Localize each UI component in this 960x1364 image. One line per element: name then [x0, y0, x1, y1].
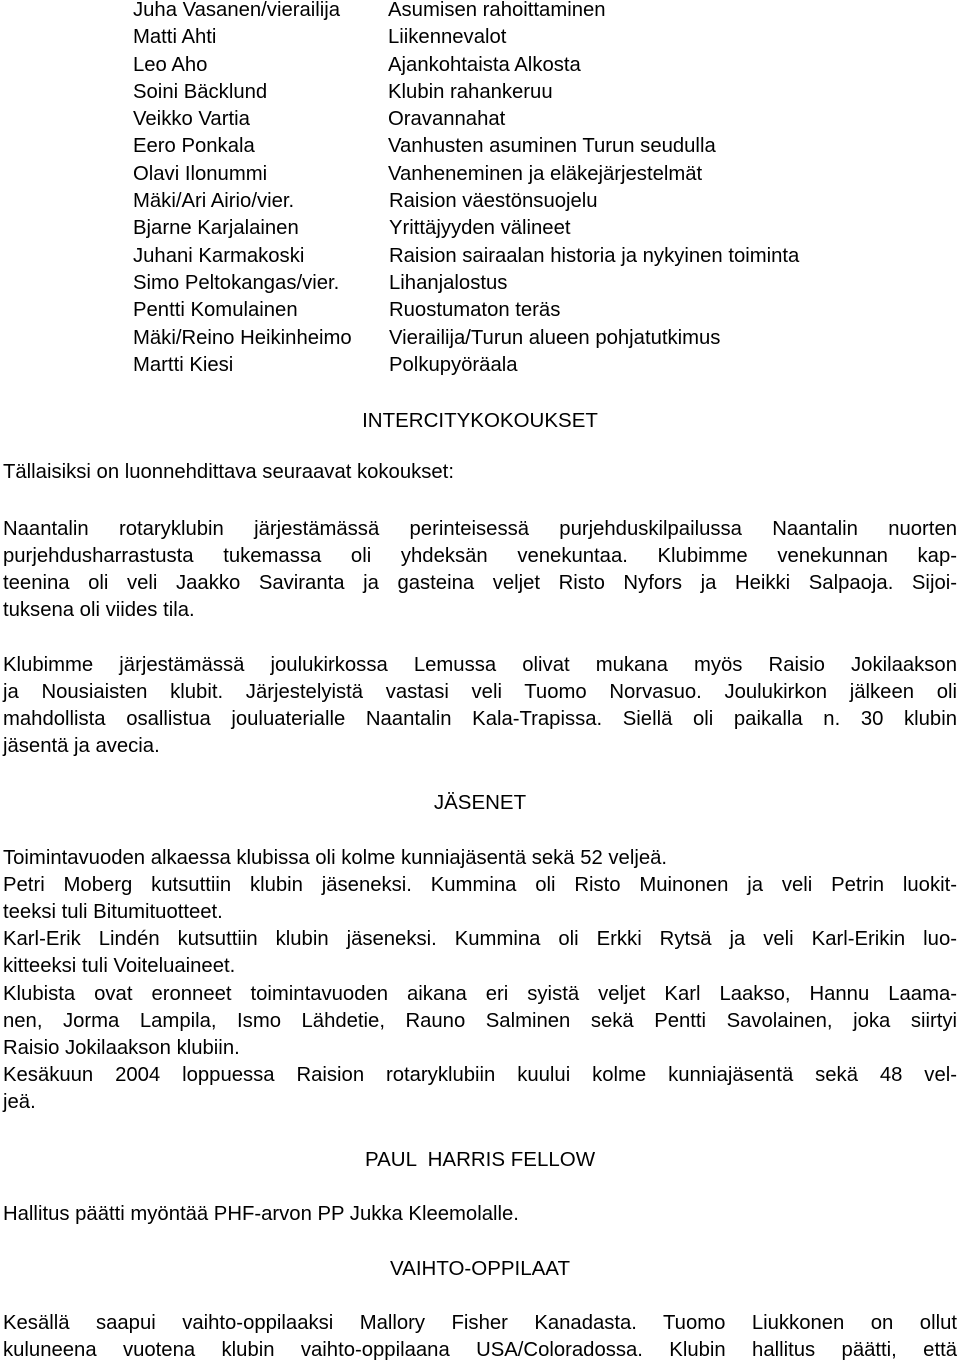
speaker-topic: Oravannahat — [388, 108, 506, 131]
speaker-name: Soini Bäcklund — [133, 80, 268, 103]
speaker-topic: Vanheneminen ja eläkejärjestelmät — [388, 162, 703, 185]
paragraph-line: Kesäkuun 2004 loppuessa Raision rotaryklubiin kuului kolme kunniajäsentä sekä 48 vel- — [3, 1064, 957, 1086]
speaker-topic: Liikennevalot — [388, 26, 507, 49]
speaker-name: Juhani Karmakoski — [133, 244, 305, 267]
speaker-topic: Yrittäjyyden välineet — [389, 217, 571, 240]
speaker-name: Simo Peltokangas/vier. — [133, 271, 340, 294]
paragraph-line: Hallitus päätti myöntää PHF-arvon PP Jukka Kleemolalle. — [3, 1203, 519, 1225]
speaker-name: Mäki/Reino Heikinheimo — [133, 326, 352, 349]
section-heading-vaihto: VAIHTO-OPPILAAT — [390, 1257, 570, 1280]
paragraph-line: Klubimme järjestämässä joulukirkossa Lemussa olivat mukana myös Raisio Jokilaakson — [3, 654, 957, 676]
speaker-topic: Raision sairaalan historia ja nykyinen toiminta — [389, 244, 800, 267]
speaker-topic: Asumisen rahoittaminen — [388, 0, 606, 21]
section-heading-intercity: INTERCITYKOKOUKSET — [362, 409, 598, 432]
speaker-name: Bjarne Karjalainen — [133, 217, 299, 240]
paragraph-line: Kesällä saapui vaihto-oppilaaksi Mallory Fisher Kanadasta. Tuomo Liukkonen on ollut — [3, 1312, 957, 1334]
speaker-name: Mäki/Ari Airio/vier. — [133, 190, 295, 213]
paragraph-line: Klubista ovat eronneet toimintavuoden aikana eri syistä veljet Karl Laakso, Hannu Laama- — [3, 983, 957, 1005]
speaker-name: Veikko Vartia — [133, 108, 250, 131]
paragraph-line: teeksi tuli Bitumituotteet. — [3, 901, 223, 923]
paragraph-line: teenina oli veli Jaakko Saviranta ja gasteina veljet Risto Nyfors ja Heikki Salpaoja. Sijoi- — [3, 572, 957, 594]
section-heading-jasenet: JÄSENET — [433, 791, 527, 814]
paragraph-line: mahdollista osallistua jouluaterialle Naantalin Kala-Trapissa. Siellä oli paikalla n. 30 klubin — [3, 708, 957, 730]
paragraph-line: jäsentä ja avecia. — [3, 735, 160, 757]
speaker-name: Olavi Ilonummi — [133, 162, 268, 185]
paragraph-line: Raisio Jokilaakson klubiin. — [3, 1037, 240, 1059]
speaker-topic: Lihanjalostus — [389, 271, 508, 294]
speaker-name: Martti Kiesi — [133, 353, 234, 376]
paragraph-line: Petri Moberg kutsuttiin klubin jäseneksi. Kummina oli Risto Muinonen ja veli Petrin luokit- — [3, 874, 957, 896]
paragraph-line: Karl-Erik Lindén kutsuttiin klubin jäseneksi. Kummina oli Erkki Rytsä ja veli Karl-Erikin luo- — [3, 928, 957, 950]
speaker-topic: Raision väestönsuojelu — [389, 190, 598, 213]
speaker-name: Eero Ponkala — [133, 135, 255, 158]
paragraph-line: kuluneena vuotena klubin vaihto-oppilaana USA/Coloradossa. Klubin hallitus päätti, että — [3, 1339, 957, 1361]
intercity-intro: Tällaisiksi on luonnehdittava seuraavat kokoukset: — [3, 461, 454, 483]
speaker-name: Leo Aho — [133, 53, 208, 76]
paragraph-line: jeä. — [3, 1091, 36, 1113]
section-heading-phf: PAUL HARRIS FELLOW — [364, 1148, 596, 1171]
speaker-topic: Klubin rahankeruu — [388, 80, 553, 103]
paragraph-line: Naantalin rotaryklubin järjestämässä perinteisessä purjehduskilpailussa Naantalin nuorten — [3, 518, 957, 540]
speaker-topic: Vanhusten asuminen Turun seudulla — [388, 135, 716, 158]
paragraph-line: ja Nousiaisten klubit. Järjestelyistä vastasi veli Tuomo Norvasuo. Joulukirkon jälkeen oli — [3, 681, 957, 703]
speaker-name: Pentti Komulainen — [133, 299, 298, 322]
paragraph-line: tuksena oli viides tila. — [3, 599, 195, 621]
paragraph-line: nen, Jorma Lampila, Ismo Lähdetie, Rauno Salminen sekä Pentti Savolainen, joka siirtyi — [3, 1010, 957, 1032]
paragraph-line: purjehdusharrastusta tukemassa oli yhdeksän venekuntaa. Klubimme venekunnan kap- — [3, 545, 957, 567]
paragraph-line: Toimintavuoden alkaessa klubissa oli kolme kunniajäsentä sekä 52 veljeä. — [3, 847, 668, 869]
speaker-name: Juha Vasanen/vierailija — [133, 0, 341, 21]
speaker-topic: Vierailija/Turun alueen pohjatutkimus — [389, 326, 721, 349]
paragraph-line: kitteeksi tuli Voiteluaineet. — [3, 955, 236, 977]
speaker-topic: Ruostumaton teräs — [389, 299, 561, 322]
speaker-name: Matti Ahti — [133, 26, 217, 49]
speaker-topic: Polkupyöräala — [389, 353, 518, 376]
speaker-topic: Ajankohtaista Alkosta — [388, 53, 581, 76]
